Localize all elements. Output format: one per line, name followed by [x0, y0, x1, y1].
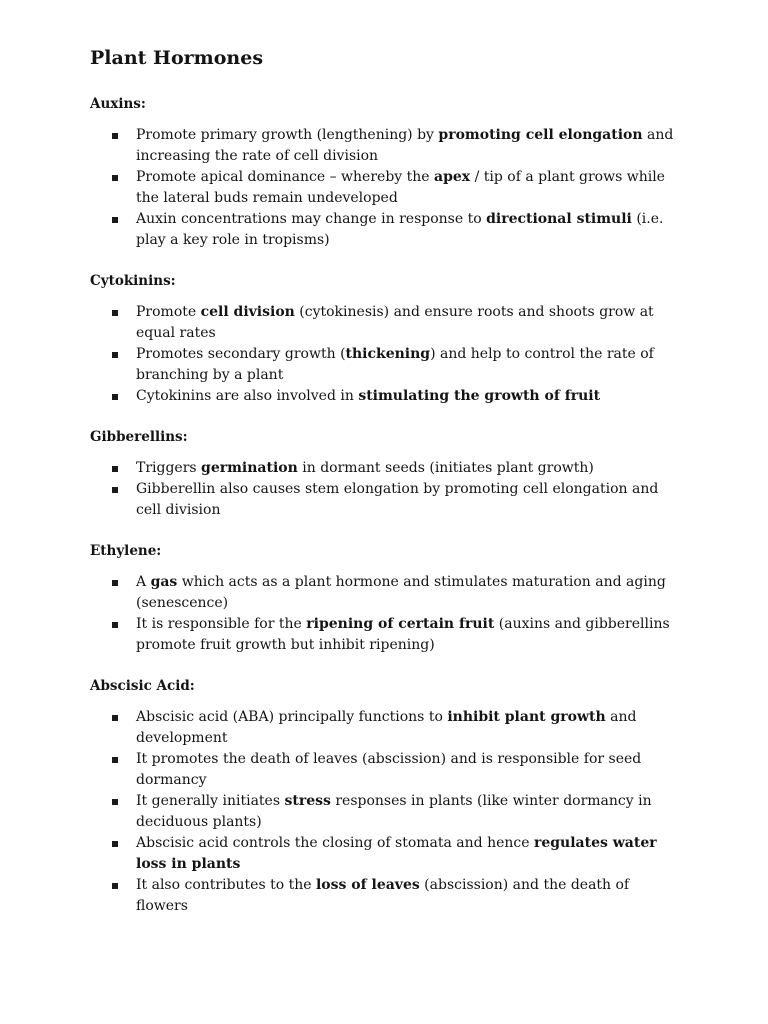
section-heading: Abscisic Acid:	[90, 678, 195, 694]
text-run: / tip of a plant grows while the lateral buds remain undeveloped	[136, 169, 665, 206]
sections-container	[90, 94, 690, 917]
bold-text: cell division	[200, 304, 295, 320]
square-bullet-icon	[112, 715, 118, 721]
square-bullet-icon	[112, 394, 118, 400]
square-bullet-icon	[112, 757, 118, 763]
text-run: Cytokinins are also involved in	[136, 388, 359, 404]
section-heading: Auxins:	[90, 96, 146, 112]
section-gibberellins	[90, 427, 690, 521]
bullet-list	[90, 707, 690, 917]
bold-text: apex	[434, 169, 471, 185]
section-cytokinins	[90, 271, 690, 407]
list-item	[90, 167, 676, 209]
text-run: Promote apical dominance – whereby the	[136, 169, 435, 185]
bold-text: loss of leaves	[315, 877, 420, 893]
list-item	[90, 479, 676, 521]
square-bullet-icon	[112, 580, 118, 586]
list-item	[90, 386, 676, 407]
square-bullet-icon	[112, 352, 118, 358]
list-item	[90, 302, 676, 344]
text-run: ) and help to control the rate of branching by a plant	[136, 346, 654, 383]
text-run: Promote	[136, 304, 201, 320]
text-run: and increasing the rate of cell division	[136, 127, 674, 164]
list-item	[90, 125, 676, 167]
list-item	[90, 749, 676, 791]
text-run: Abscisic acid (ABA) principally functions to	[136, 709, 448, 725]
list-item	[90, 707, 676, 749]
square-bullet-icon	[112, 133, 118, 139]
square-bullet-icon	[112, 799, 118, 805]
document-title: Plant Hormones	[90, 47, 264, 69]
square-bullet-icon	[112, 310, 118, 316]
bullet-list	[90, 572, 690, 656]
text-run: and development	[136, 709, 637, 746]
bold-text: thickening	[345, 346, 431, 362]
text-run: Promotes secondary growth (	[136, 346, 346, 362]
text-run: Promote primary growth (lengthening) by	[136, 127, 439, 143]
text-run: It promotes the death of leaves (abscission) and is responsible for seed dormancy	[136, 751, 642, 788]
square-bullet-icon	[112, 841, 118, 847]
text-run: It is responsible for the	[136, 616, 307, 632]
bullet-list	[90, 125, 690, 251]
bold-text: ripening of certain fruit	[306, 616, 495, 632]
text-run: Gibberellin also causes stem elongation by promoting cell elongation and cell division	[136, 481, 659, 518]
bold-text: regulates water loss in plants	[136, 835, 657, 872]
text-run: Triggers	[136, 460, 202, 476]
text-run: It also contributes to the	[136, 877, 316, 893]
bold-text: inhibit plant growth	[447, 709, 606, 725]
bullet-list	[90, 458, 690, 521]
bold-text: gas	[150, 574, 178, 590]
document-page	[90, 44, 690, 917]
bullet-list	[90, 302, 690, 407]
list-item	[90, 875, 676, 917]
section-heading: Ethylene:	[90, 543, 162, 559]
list-item	[90, 209, 676, 251]
text-run: It generally initiates	[136, 793, 285, 809]
list-item	[90, 572, 676, 614]
text-run: Auxin concentrations may change in response to	[136, 211, 487, 227]
section-abscisicacid	[90, 676, 690, 917]
section-heading: Cytokinins:	[90, 273, 176, 289]
square-bullet-icon	[112, 466, 118, 472]
section-auxins	[90, 94, 690, 251]
text-run: (cytokinesis) and ensure roots and shoots grow at equal rates	[136, 304, 654, 341]
bold-text: stimulating the growth of fruit	[358, 388, 601, 404]
list-item	[90, 458, 676, 479]
text-run: responses in plants (like winter dormancy in deciduous plants)	[136, 793, 652, 830]
square-bullet-icon	[112, 175, 118, 181]
square-bullet-icon	[112, 217, 118, 223]
text-run: A	[136, 574, 151, 590]
bold-text: germination	[201, 460, 298, 476]
text-run: (auxins and gibberellins promote fruit growth but inhibit ripening)	[136, 616, 670, 653]
square-bullet-icon	[112, 487, 118, 493]
square-bullet-icon	[112, 622, 118, 628]
text-run: Abscisic acid controls the closing of stomata and hence	[136, 835, 534, 851]
text-run: (abscission) and the death of flowers	[136, 877, 630, 914]
text-run: in dormant seeds (initiates plant growth)	[297, 460, 594, 476]
list-item	[90, 791, 676, 833]
bold-text: stress	[284, 793, 331, 809]
bold-text: promoting cell elongation	[438, 127, 643, 143]
list-item	[90, 344, 676, 386]
square-bullet-icon	[112, 883, 118, 889]
list-item	[90, 833, 676, 875]
text-run: which acts as a plant hormone and stimulates maturation and aging (senescence)	[136, 574, 666, 611]
bold-text: directional stimuli	[486, 211, 632, 227]
text-run: (i.e. play a key role in tropisms)	[136, 211, 664, 248]
section-ethylene	[90, 541, 690, 656]
list-item	[90, 614, 676, 656]
section-heading: Gibberellins:	[90, 429, 188, 445]
